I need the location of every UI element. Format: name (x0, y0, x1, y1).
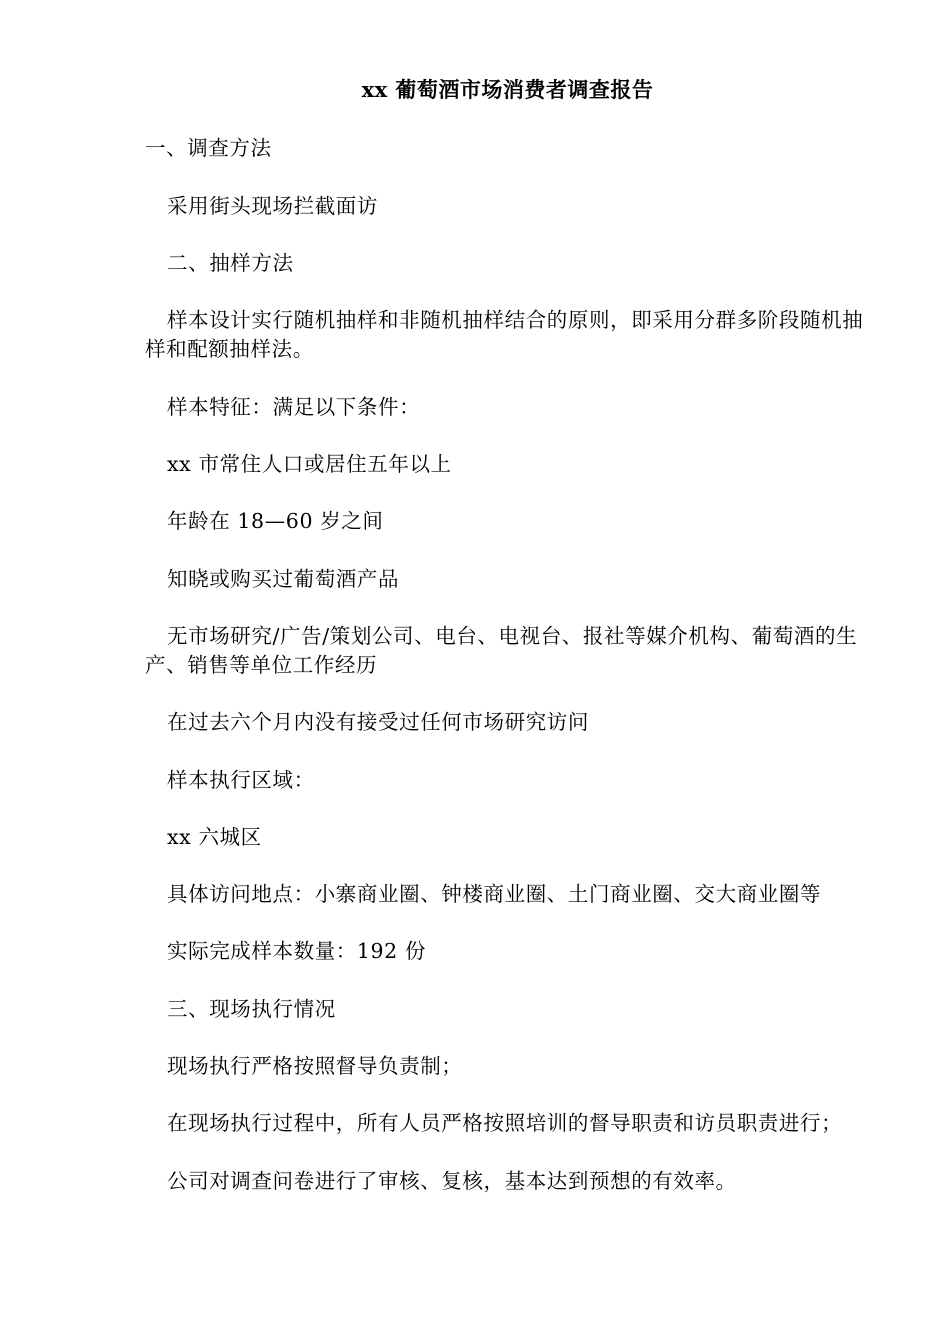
section-heading-survey-method: 一、调查方法 (145, 136, 272, 160)
paragraph-sample-area: xx 六城区 (167, 825, 262, 849)
paragraph-interview-locations: 具体访问地点：小寨商业圈、钟楼商业圈、土门商业圈、交大商业圈等 (167, 882, 822, 906)
paragraph-review: 公司对调查问卷进行了审核、复核，基本达到预想的有效率。 (167, 1169, 737, 1193)
paragraph-sample-area-label: 样本执行区域： (167, 768, 315, 792)
document-title: xx 葡萄酒市场消费者调查报告 (361, 77, 654, 102)
paragraph-execution-process: 在现场执行过程中，所有人员严格按照培训的督导职责和访员职责进行； (167, 1111, 843, 1135)
paragraph-sampling-design: 样本设计实行随机抽样和非随机抽样结合的原则，即采用分群多阶段随机抽样和配额抽样法。 (145, 308, 864, 361)
paragraph-condition-no-industry-work: 无市场研究/广告/策划公司、电台、电视台、报社等媒介机构、葡萄酒的生产、销售等单位工作经历 (145, 624, 858, 677)
paragraph-supervision: 现场执行严格按照督导负责制； (167, 1054, 463, 1078)
paragraph-condition-no-recent-survey: 在过去六个月内没有接受过任何市场研究访问 (167, 710, 589, 734)
section-heading-field-execution: 三、现场执行情况 (167, 997, 336, 1021)
paragraph-sample-features: 样本特征：满足以下条件： (167, 395, 421, 419)
paragraph-survey-method: 采用街头现场拦截面访 (167, 194, 378, 218)
paragraph-condition-awareness: 知晓或购买过葡萄酒产品 (167, 567, 400, 591)
paragraph-sample-count: 实际完成样本数量：192 份 (167, 939, 427, 963)
section-heading-sampling-method: 二、抽样方法 (167, 251, 294, 275)
paragraph-condition-residence: xx 市常住人口或居住五年以上 (167, 452, 452, 476)
paragraph-condition-age: 年龄在 18—60 岁之间 (167, 509, 384, 533)
